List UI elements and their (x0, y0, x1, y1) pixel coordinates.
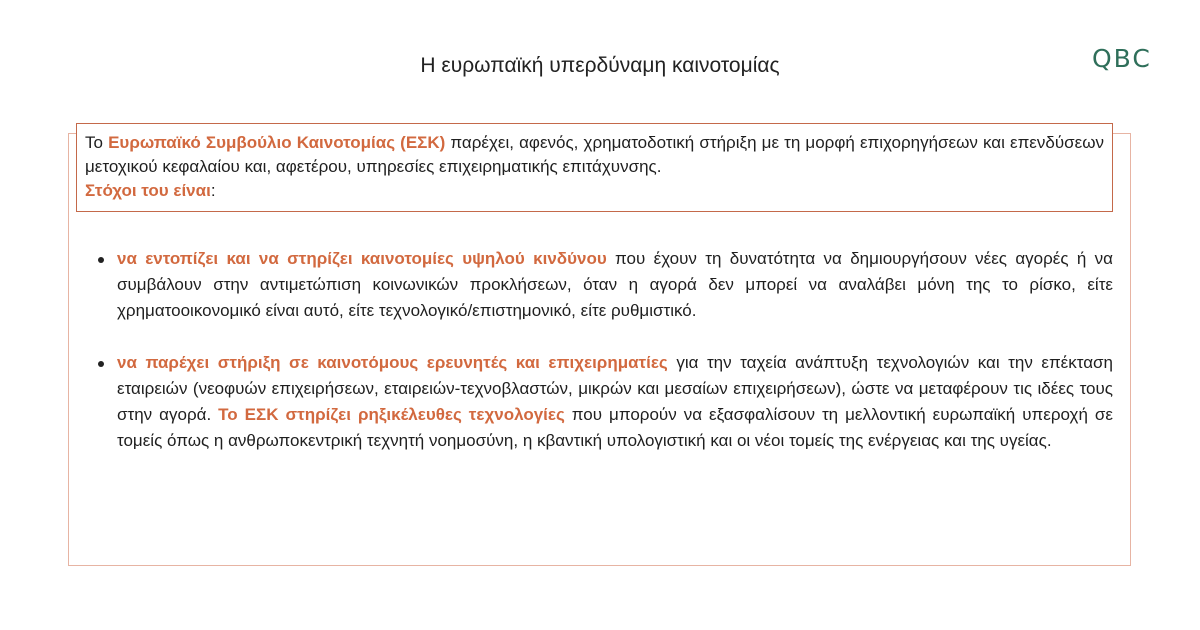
goals-label: Στόχοι του είναι (85, 181, 211, 200)
qbc-logo: QBC (1092, 44, 1152, 73)
goal-text: για την ταχεία ανάπτυξη τεχνολογιών και την επέκταση εταιρειών (νεοφυών επιχειρήσεων, εταιρειών-τεχνοβλαστών, μικρών και μεσαίων επιχειρήσεων), ώστε να μεταφέρουν τις ιδέες τους στην αγορά. (117, 353, 1113, 424)
bullet-icon (98, 257, 104, 263)
intro-prefix: Το (85, 133, 109, 152)
list-item (98, 246, 1113, 324)
intro-highlight: Ευρωπαϊκό Συμβούλιο Καινοτομίας (ΕΣΚ) (108, 133, 446, 152)
goal-lead: να εντοπίζει και να στηρίζει καινοτομίες υψηλού κινδύνου (117, 249, 607, 268)
goal-text-secondary: που μπορούν να εξασφαλίσουν τη μελλοντική ευρωπαϊκή υπεροχή σε τομείς όπως η ανθρωποκεντρική τεχνητή νοημοσύνη, η κβαντική υπολογιστική και οι νέοι τομείς της ενέργειας και της υγείας. (117, 405, 1113, 450)
list-item (98, 350, 1113, 454)
goal-lead-secondary: Το ΕΣΚ στηρίζει ρηξικέλευθες τεχνολογίες (218, 405, 565, 424)
goals-list (98, 246, 1113, 454)
page-title: Η ευρωπαϊκή υπερδύναμη καινοτομίας (420, 54, 780, 77)
goals-colon: : (210, 181, 216, 200)
intro-box (76, 123, 1113, 212)
goal-lead: να παρέχει στήριξη σε καινοτόμους ερευνητές και επιχειρηματίες (117, 353, 668, 372)
bullet-icon (98, 361, 104, 367)
goal-text: που έχουν τη δυνατότητα να δημιουργήσουν νέες αγορές ή να συμβάλουν στην αντιμετώπιση κοινωνικών προκλήσεων, όταν η αγορά δεν μπορεί να αναλάβει μόνη της το ρίσκο, είτε χρηματοοικονομικό είναι αυτό, είτε τεχνολογικό/επιστημονικό, είτε ρυθμιστικό. (117, 249, 1113, 320)
intro-text: παρέχει, αφενός, χρηματοδοτική στήριξη με τη μορφή επιχορηγήσεων και επενδύσεων μετοχικού κεφαλαίου και, αφετέρου, υπηρεσίες επιχειρηματικής επιτάχυνσης. (85, 133, 1104, 176)
